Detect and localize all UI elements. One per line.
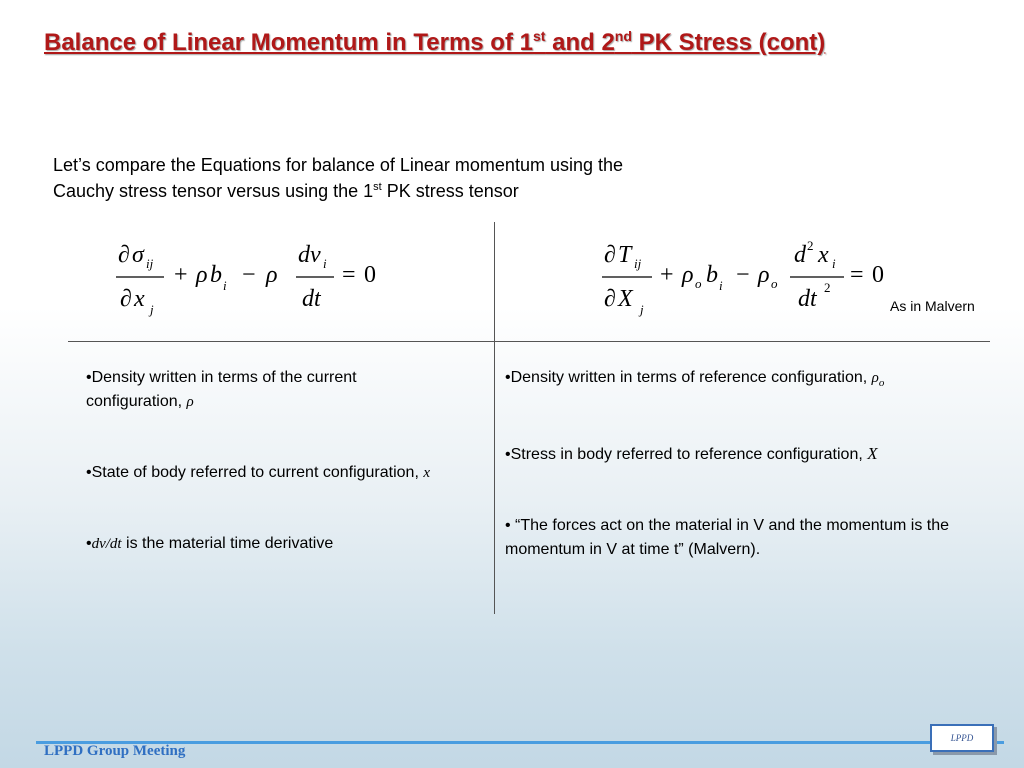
svg-text:o: o <box>771 276 778 291</box>
svg-text:+: + <box>660 262 674 288</box>
svg-text:ij: ij <box>634 256 642 271</box>
svg-text:j: j <box>640 302 644 317</box>
pk-equation <box>598 228 898 325</box>
svg-text:=: = <box>342 262 356 288</box>
svg-text:ρ: ρ <box>758 262 770 288</box>
svg-text:ρ: ρ <box>266 262 278 288</box>
list-item: •Density written in terms of reference configuration, $\rho_o$ <box>505 369 885 390</box>
svg-text:∂: ∂ <box>118 242 130 268</box>
list-item: •State of body referred to current configuration, x <box>86 464 431 481</box>
svg-text:−: − <box>736 262 750 288</box>
svg-text:i: i <box>223 278 227 293</box>
svg-text:+: + <box>174 262 188 288</box>
right-column <box>505 366 995 562</box>
slide-title: Balance of Linear Momentum in Terms of 1st and 2nd PK Stress (cont) <box>44 28 826 56</box>
svg-text:ρ: ρ <box>196 262 208 288</box>
svg-text:x: x <box>818 242 829 268</box>
svg-text:b: b <box>706 262 718 288</box>
svg-text:T: T <box>618 242 632 268</box>
column-divider <box>494 222 495 614</box>
svg-text:dv: dv <box>298 242 321 268</box>
svg-text:dt: dt <box>798 286 817 312</box>
source-note: As in Malvern <box>890 298 975 314</box>
svg-text:ρ: ρ <box>682 262 694 288</box>
row-divider <box>68 341 990 342</box>
svg-text:X: X <box>618 286 633 312</box>
svg-text:−: − <box>242 262 256 288</box>
footer-text: LPPD Group Meeting <box>44 743 186 759</box>
svg-text:x: x <box>134 286 145 312</box>
svg-text:=: = <box>850 262 864 288</box>
svg-text:∂: ∂ <box>604 242 616 268</box>
list-item: •Density written in terms of the current configuration, ρ <box>86 369 357 410</box>
cauchy-equation <box>112 228 402 325</box>
svg-text:σ: σ <box>132 242 144 268</box>
list-item: •Stress in body referred to reference configuration, X <box>505 444 878 464</box>
svg-text:2: 2 <box>807 238 814 253</box>
svg-text:0: 0 <box>364 262 376 288</box>
svg-text:i: i <box>832 256 836 271</box>
left-column <box>86 366 456 556</box>
svg-text:dt: dt <box>302 286 321 312</box>
lppd-logo: LPPD <box>930 724 994 752</box>
svg-text:i: i <box>719 278 723 293</box>
svg-text:o: o <box>695 276 702 291</box>
svg-text:b: b <box>210 262 222 288</box>
list-item: • “The forces act on the material in V and the momentum is the momentum in V at time t” (Malvern). <box>505 517 950 559</box>
svg-text:ij: ij <box>146 256 154 271</box>
svg-text:2: 2 <box>824 280 831 295</box>
svg-text:∂: ∂ <box>120 286 132 312</box>
svg-text:i: i <box>323 256 327 271</box>
intro-text: Let’s compare the Equations for balance of Linear momentum using the Cauchy stress tensor versus using the 1st PK stress tensor <box>53 155 624 201</box>
svg-text:0: 0 <box>872 262 884 288</box>
svg-text:j: j <box>150 302 154 317</box>
list-item: •dv/dt is the material time derivative <box>86 535 334 552</box>
svg-text:d: d <box>794 242 806 268</box>
svg-text:∂: ∂ <box>604 286 616 312</box>
